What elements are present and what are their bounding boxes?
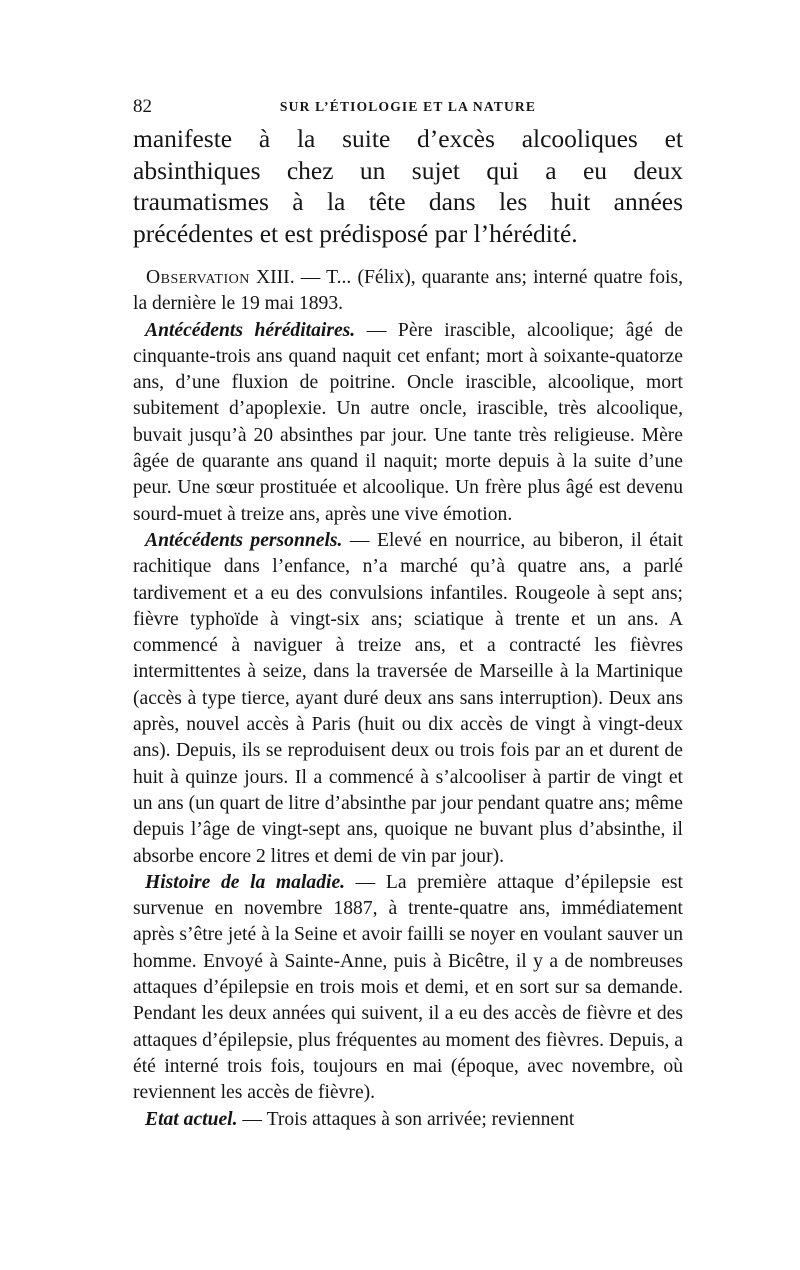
observation-label: Observation xyxy=(146,267,250,288)
observation-heading xyxy=(133,265,683,318)
section-text: — Trois attaques à son arrivée; reviennent xyxy=(237,1108,575,1130)
section-label: Antécédents héréditaires. xyxy=(145,319,356,341)
section-label: Etat actuel. xyxy=(145,1108,238,1130)
page-number: 82 xyxy=(133,96,152,117)
section-label: Antécédents personnels. xyxy=(145,529,343,551)
section-text: — Elevé en nourrice, au biberon, il était rachitique dans l’enfance, n’a marché qu’à quatre ans, a parlé tardivement et a eu des convulsions infantiles. Rougeole à sept ans; fièvre typhoïde à vingt-six ans; sciatique à trente et un ans. A commencé à naviguer à treize ans, et a contracté les fièvres intermittentes à seize, dans la traversée de Marseille à la Martinique (accès à type tierce, ayant duré deux ans sans interruption). Deux ans après, nouvel accès à Paris (huit ou dix accès de vingt à vingt-deux ans). Depuis, ils se reproduisent deux ou trois fois par an et durent de huit à quinze jours. Il a commencé à s’alcooliser à partir de vingt et un ans (un quart de litre d’absinthe par jour pendant quatre ans; même depuis l’âge de vingt-sept ans, quoique ne buvant plus d’absinthe, il absorbe encore 2 litres et demi de vin par jour). xyxy=(133,529,683,867)
section-text: — Père irascible, alcoolique; âgé de cinquante-trois ans quand naquit cet enfant; mort à soixante-quatorze ans, d’une fluxion de poitrine. Oncle irascible, alcoolique, mort subitement d’apoplexie. Un autre oncle, irascible, très alcoolique, buvait jusqu’à 20 absinthes par jour. Une tante très religieuse. Mère âgée de quarante ans quand il naquit; morte depuis à la suite d’une peur. Une sœur prostituée et alcoolique. Un frère plus âgé est devenu sourd-muet à treize ans, après une vive émotion. xyxy=(133,319,683,525)
hereditary-history-paragraph xyxy=(133,318,683,528)
personal-history-paragraph xyxy=(133,528,683,870)
disease-history-paragraph xyxy=(133,870,683,1107)
observation-number: XIII. xyxy=(255,267,295,288)
observation-block xyxy=(133,265,683,1133)
running-head xyxy=(133,96,683,122)
running-title: SUR L’ÉTIOLOGIE ET LA NATURE xyxy=(279,99,537,114)
section-text: — La première attaque d’épilepsie est survenue en novembre 1887, à trente-quatre ans, immédiatement après s’être jeté à la Seine et avoir failli se noyer en voulant sauver un homme. Envoyé à Sainte-Anne, puis à Bicêtre, il y a de nombreuses attaques d’épilepsie en trois mois et demi, et en sort sur sa demande. Pendant les deux années qui suivent, il a eu des accès de fièvre et des attaques d’épilepsie, plus fréquentes au moment des fièvres. Depuis, a été interné trois fois, toujours en mai (époque, avec novembre, où reviennent les accès de fièvre). xyxy=(133,871,683,1104)
observation-opening: — T... (Félix), quarante ans; interné quatre fois, la dernière le 19 mai 1893. xyxy=(133,267,683,315)
section-label: Histoire de la maladie. xyxy=(145,871,346,893)
intro-paragraph: manifeste à la suite d’excès alcooliques et absinthiques chez un sujet qui a eu deux traumatismes à la tête dans les huit années précédentes et est prédisposé par l’hérédité. xyxy=(133,124,683,248)
current-state-paragraph xyxy=(133,1107,683,1133)
